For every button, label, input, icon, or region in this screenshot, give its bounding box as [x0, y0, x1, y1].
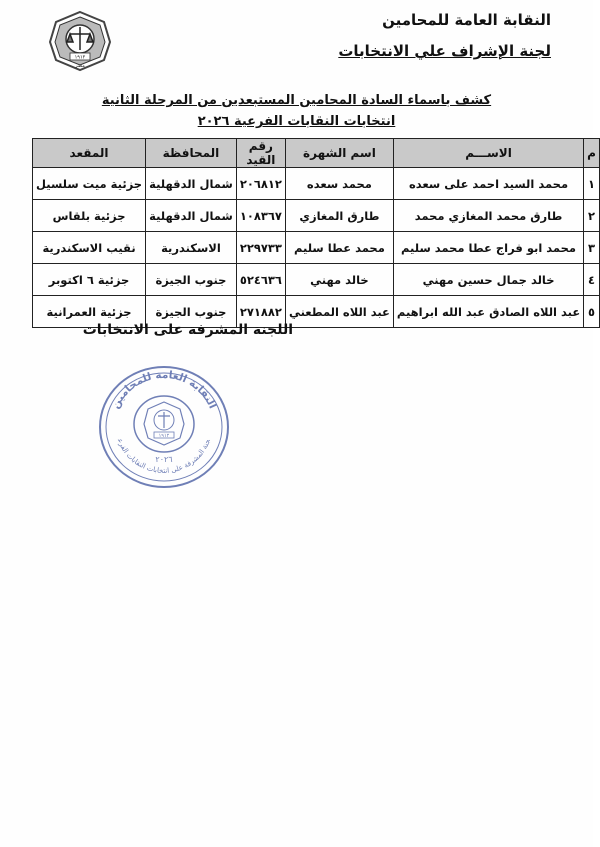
- header-registration: رقم القيد: [236, 139, 285, 168]
- header-governorate: المحافظة: [146, 139, 237, 168]
- table-row: [33, 168, 600, 200]
- row-registration: ٥٢٤٦٣٦: [236, 264, 285, 296]
- row-governorate: شمال الدقهلية: [146, 168, 237, 200]
- logo-label: مصر: [75, 63, 85, 69]
- row-registration: ٢٧١٨٨٢: [236, 296, 285, 328]
- header-seat: المقعد: [33, 139, 146, 168]
- committee-name: لجنة الإشراف علي الانتخابات: [338, 42, 551, 60]
- row-name: محمد ابو فراج عطا محمد سليم: [393, 232, 583, 264]
- row-name: خالد جمال حسين مهني: [393, 264, 583, 296]
- row-registration: ١٠٨٣٦٧: [236, 200, 285, 232]
- svg-text:النقابة العامة للمحامين: [109, 369, 218, 411]
- header-nickname: اسم الشهرة: [285, 139, 393, 168]
- row-governorate: الاسكندرية: [146, 232, 237, 264]
- stamp-ring-text: النقابة العامة للمحامين: [109, 368, 219, 411]
- row-nickname: محمد عطا سليم: [285, 232, 393, 264]
- syndicate-name: النقابة العامة للمحامين: [382, 11, 551, 29]
- table-row: [33, 200, 600, 232]
- signature-label: اللجنة المشرفة على الانتخابات: [82, 322, 293, 338]
- row-nickname: طارق المغازي: [285, 200, 393, 232]
- row-nickname: خالد مهني: [285, 264, 393, 296]
- row-name: محمد السيد احمد على سعده: [393, 168, 583, 200]
- stamp-lower-text: جنة المشرفة على انتخابات النقابات الفرع: [115, 437, 212, 475]
- row-name: طارق محمد المغازي محمد: [393, 200, 583, 232]
- row-registration: ٢٢٩٧٣٣: [236, 232, 285, 264]
- document-subtitle: انتخابات النقابات الفرعية ٢٠٢٦: [197, 114, 396, 129]
- row-index: ٣: [584, 232, 600, 264]
- row-seat: جزئية ميت سلسيل: [33, 168, 146, 200]
- row-seat: نقيب الاسكندرية: [33, 232, 146, 264]
- row-seat: جزئية العمرانية: [33, 296, 146, 328]
- row-registration: ٢٠٦٨١٢: [236, 168, 285, 200]
- stamp-inner-text: ٢٠٢٦: [155, 455, 173, 464]
- table-row: [33, 232, 600, 264]
- document-title: كشف باسماء السادة المحامين المستبعدين من المرحلة الثانية: [101, 93, 492, 108]
- row-name: عبد اللاه الصادق عبد الله ابراهيم: [393, 296, 583, 328]
- official-stamp-icon: [96, 362, 232, 492]
- table-header-row: [33, 139, 600, 168]
- row-seat: جزئية بلقاس: [33, 200, 146, 232]
- row-governorate: جنوب الجيزة: [146, 296, 237, 328]
- candidates-table: [32, 138, 600, 328]
- letterhead: [338, 10, 551, 62]
- row-governorate: جنوب الجيزة: [146, 264, 237, 296]
- row-index: ١: [584, 168, 600, 200]
- logo-year: ١٩١٢: [74, 54, 86, 61]
- excluded-candidates-table: [32, 138, 596, 328]
- row-index: ٥: [584, 296, 600, 328]
- row-nickname: عبد اللاه المطعني: [285, 296, 393, 328]
- row-nickname: محمد سعده: [285, 168, 393, 200]
- stamp-year: ١٩١٢: [158, 433, 170, 439]
- row-seat: جزئية ٦ اكتوبر: [33, 264, 146, 296]
- row-index: ٤: [584, 264, 600, 296]
- header-index: م: [584, 139, 600, 168]
- document-titles: [0, 92, 593, 130]
- row-governorate: شمال الدقهلية: [146, 200, 237, 232]
- table-row: [33, 264, 600, 296]
- syndicate-logo-icon: [48, 10, 112, 72]
- row-index: ٢: [584, 200, 600, 232]
- header-name: الاســـم: [393, 139, 583, 168]
